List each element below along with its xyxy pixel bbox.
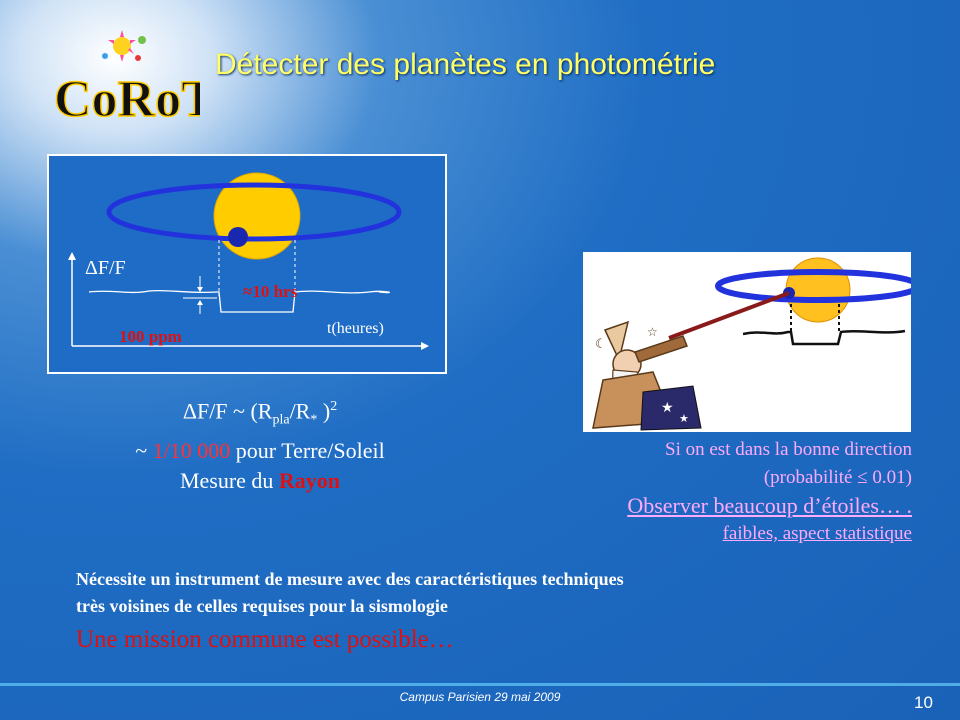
wizard-icon [593, 322, 701, 430]
bottom-line-1: Nécessite un instrument de mesure avec des caractéristiques techniques [76, 569, 624, 589]
duration-label: ≈10 hrs [243, 282, 298, 301]
formula-line-1: ΔF/F ~ ($R_{pla}/R_*$ )$^2$ [182, 398, 338, 428]
depth-arrowhead-bottom-icon [197, 300, 203, 305]
right-caption [552, 436, 912, 548]
illustration-light-curve [743, 331, 905, 344]
slide-title: Détecter des planètes en photométrie [215, 48, 716, 81]
transit-diagram [47, 154, 447, 374]
x-axis-label: t(heures) [327, 320, 384, 337]
sun-icon [102, 30, 146, 62]
caption-line-4: faibles, aspect statistique [722, 523, 912, 544]
footer-text: Campus Parisien 29 mai 2009 [399, 690, 561, 704]
svg-text:☾: ☾ [595, 336, 607, 351]
depth-arrowhead-top-icon [197, 287, 203, 292]
formula-line-2: ~ 1/10 000 pour Terre/Soleil [135, 437, 385, 463]
svg-text:★: ★ [679, 413, 689, 425]
y-axis-arrow-icon [68, 252, 76, 260]
svg-text:☆: ☆ [647, 325, 658, 339]
x-axis-arrow-icon [421, 342, 429, 350]
illustration-star [786, 258, 850, 322]
caption-line-3: Observer beaucoup d’étoiles… . [627, 493, 912, 518]
caption-line-2: (probabilité ≤ 0.01) [763, 467, 912, 488]
y-axis-label: ΔF/F [85, 257, 126, 279]
planet-dot [228, 227, 248, 247]
page-number: 10 [914, 693, 933, 712]
footer-rule [0, 683, 960, 686]
depth-label: 100 ppm [119, 327, 182, 346]
light-curve [89, 291, 389, 312]
bottom-line-2: très voisines de celles requises pour la sismologie [76, 596, 448, 616]
caption-line-1: Si on est dans la bonne direction [665, 439, 912, 460]
formula-block [60, 392, 460, 496]
bottom-text [76, 566, 624, 620]
svg-text:★: ★ [661, 401, 674, 416]
telescope-beam [669, 293, 789, 338]
astronomer-illustration [583, 252, 911, 432]
mission-statement: Une mission commune est possible… [76, 626, 454, 653]
logo-text: CoRoT [54, 71, 200, 128]
corot-logo [50, 28, 200, 133]
formula-line-3: Mesure du Rayon [179, 467, 341, 493]
